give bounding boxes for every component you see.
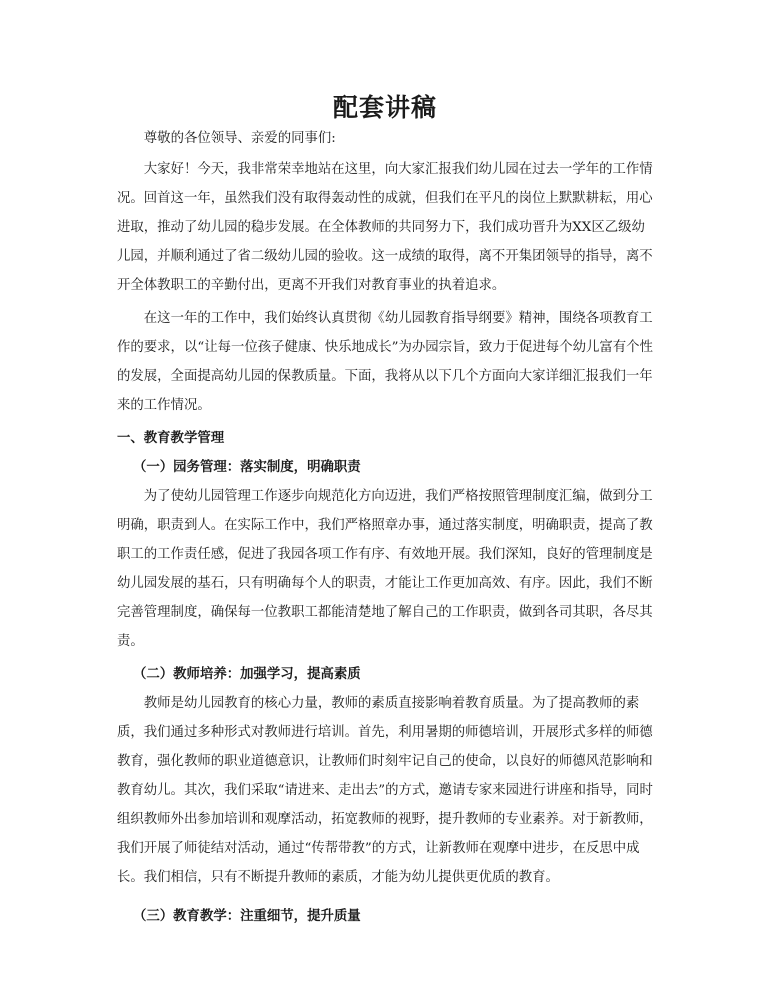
intro-paragraph: 在这一年的工作中，我们始终认真贯彻《幼儿园教育指导纲要》精神，围绕各项教育工作的要求，以“让每一位孩子健康、快乐地成长”为办园宗旨，致力于促进每个幼儿富有个性的发展，全面提高幼儿园的保教质量。下面，我将从以下几个方面向大家详细汇报我们一年来的工作情况。 <box>117 311 653 413</box>
document-body <box>117 124 657 931</box>
salutation: 尊敬的各位领导、亲爱的同事们: <box>143 131 336 146</box>
document-title: 配套讲稿 <box>332 93 437 122</box>
body-paragraph: 为了使幼儿园管理工作逐步向规范化方向迈进，我们严格按照管理制度汇编，做到分工明确，职责到人。在实际工作中，我们严格照章办事，通过落实制度，明确职责，提高了教职工的工作责任感，促进了我园各项工作有序、有效地开展。我们深知，良好的管理制度是幼儿园发展的基石，只有明确每个人的职责，才能让工作更加高效、有序。因此，我们不断完善管理制度，确保每一位教职工都能清楚地了解自己的工作职责，做到各司其职，各尽其责。 <box>117 489 653 649</box>
subsection-heading: （三）教育教学：注重细节，提升质量 <box>133 908 361 924</box>
section-heading: 一、教育教学管理 <box>117 430 225 446</box>
intro-paragraph: 大家好！今天，我非常荣幸地站在这里，向大家汇报我们幼儿园在过去一学年的工作情况。回首这一年，虽然我们没有取得轰动性的成就，但我们在平凡的岗位上默默耕耘，用心进取，推动了幼儿园的稳步发展。在全体教师的共同努力下，我们成功晋升为XX区乙级幼儿园，并顺利通过了省二级幼儿园的验收。这一成绩的取得，离不开集团领导的指导，离不开全体教职工的辛勤付出，更离不开我们对教育事业的执着追求。 <box>117 162 653 293</box>
subsection-heading: （一）园务管理：落实制度，明确职责 <box>133 459 361 475</box>
body-paragraph: 教师是幼儿园教育的核心力量，教师的素质直接影响着教育质量。为了提高教师的素质，我们通过多种形式对教师进行培训。首先，利用暑期的师德培训，开展形式多样的师德教育，强化教师的职业道德意识，让教师们时刻牢记自己的使命，以良好的师德风范影响和教育幼儿。其次，我们采取“请进来、走出去”的方式，邀请专家来园进行讲座和指导，同时组织教师外出参加培训和观摩活动，拓宽教师的视野，提升教师的专业素养。对于新教师，我们开展了师徒结对活动，通过“传帮带教”的方式，让新教师在观摩中进步，在反思中成长。我们相信，只有不断提升教师的素质，才能为幼儿提供更优质的教育。 <box>117 696 653 885</box>
subsection-heading: （二）教师培养：加强学习，提高素质 <box>133 666 361 682</box>
